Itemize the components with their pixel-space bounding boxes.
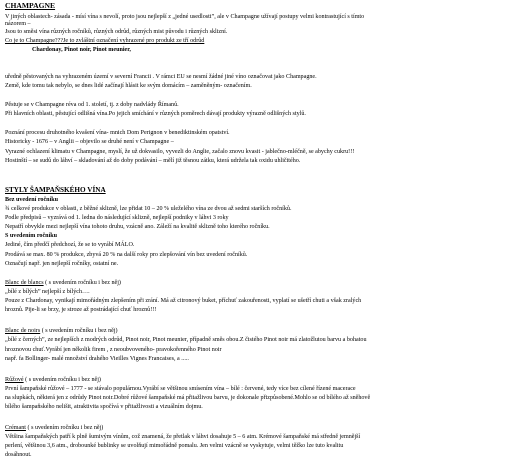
- ruzove-suffix: ( s uvedením ročníku i bez něj): [25, 377, 101, 383]
- styles-heading: STYLY ŠAMPAŇSKÉHO VÍNA: [5, 186, 106, 194]
- section-heading-ruzove: [5, 376, 101, 384]
- blanc-de-noirs-line-2: hroznovou chuť.Vyrábí jen několik firem , z neoubvoveného- pravokořenného Pinot noir: [5, 347, 222, 353]
- intro-line-4: Co je to Champagne???Je to zvláštní označení vyhrazené pro produkt ze tří odrůd: [5, 38, 205, 44]
- section-heading-bez: Bez uvedení ročníku: [5, 197, 59, 203]
- ruzove-line-1: První šampaňské růžové – 1777 - se stávalo populárnou.Vyrábí se většinou smísením vína – bílé : červené, tedy více bez cílené řízené macerace: [5, 386, 356, 392]
- para2-line-1: Pěstuje se v Champagne réva od 1. století, tj. z doby nadvlády Římanů.: [5, 102, 179, 108]
- intro-line-1: V jiných oblastech- zásada - mísí vína s nevolí, proto jsou nejlepší z „jedné usedlosti”, ale v Champagne užívají postupy velmi kontrastující s tímto: [5, 14, 365, 20]
- blanc-de-noirs-line-3: např. fa Bollinger- malé množství drahého Vieilles Vignes Francaises, a .....: [5, 356, 189, 362]
- bez-line-1: ¾ celkové produkce v oblasti, z běžné sklizně, lze přidat 10 – 20 % uleželého vína ze dvou až sedmi starších ročníků.: [5, 206, 292, 212]
- blanc-de-blancs-line-1: „bílé z bílých” nejlepší z bílých….: [5, 289, 90, 295]
- para2-line-2: Při hlavních oblasti, pěstující odlišná vína.Po jejich smíchání v různých poměrech dávají produkty výrazně odlišných stylů.: [5, 111, 306, 117]
- blanc-de-noirs-suffix: ( s uvedením ročníku i bez něj): [41, 328, 118, 334]
- grape-varieties: Chardonay, Pinot noir, Pinot meunier,: [32, 47, 131, 53]
- blanc-de-noirs-title: Blanc de noirs: [5, 328, 41, 334]
- blanc-de-noirs-line-1: „bílé z černých”, ze nejlepších z modrých odrůd, Pinot noir, Pinot meunier, případně směs obou.Z čistého Pinot noir má zlatožlutou barvu a bohatou: [5, 337, 367, 343]
- para1-line-2: Země, kde tomu tak nebylo, se dnes lidé začínají hlásit ke svým domácím – zaměněným- označením.: [5, 83, 252, 89]
- blanc-de-blancs-line-2: Pouze z Chardonay, vynikají mimořádným zlepšením při zrání. Má až citronový buket, příchuť zakouřenosti, vyplatí se ušetří chuti a však zralých: [5, 298, 362, 304]
- ruzove-line-2: na slupkách, některá jen z odrůdy Pinot noir.Dobré růžové šampaňské má přitažlivou barvu, je dokonale přizpůsobené.Mohlo se od bílého až sněhově: [5, 395, 371, 401]
- para3-line-2: Historicky - 1676 – v Anglii – objevilo se druhé není v Champagne –: [5, 139, 174, 145]
- blanc-de-blancs-title: Blanc de blancs: [5, 280, 44, 286]
- ruzove-title: Růžové: [5, 377, 24, 383]
- para3-line-1: Poznání procesu druhotného kvašení vína- mnich Dom Perignon v benediktinském opatství.: [5, 130, 230, 136]
- cremant-suffix: ( s uvedením ročníku i bez něj): [27, 425, 104, 431]
- intro-line-3: Jsou to směsi vína různých ročníků, různých odrůd, různých mist původu i různých sklizní.: [5, 29, 228, 35]
- s-rocnikem-line-1: Jediné, čím předčí předchozí, že se to vyrábí MÁLO.: [5, 242, 135, 248]
- section-heading-blanc-de-noirs: [5, 327, 118, 335]
- cremant-line-1: Většina šampaňských patří k plně šumivým vínům, což znamená, že přetlak v láhvi dosahuje 5 – 6 atm. Krémové šampaňské má středně jemnější: [5, 434, 361, 440]
- para3-line-3: Vyrazné ochlazení klimatu v Champagne, myslí, že už dokvasilo, vyvezli do Anglie, začalo znovu kvasit - jablečno-mléčně, se abychy cukru!!!: [5, 149, 355, 155]
- section-heading-blanc-de-blancs: [5, 279, 121, 287]
- cremant-line-2: perlení, většinou 3,6 atm., drobounké bublinky se uvolňují mimořádně pomalu. Jen velmi vzácně se vyskytuje, velmi těžko lze tuto kvalitu: [5, 443, 344, 449]
- blanc-de-blancs-line-3: hroznů. Pije-li se brzy, je stroze až postrádající chuť hroznů!!!: [5, 307, 157, 313]
- intro-line-2: názorem –: [5, 21, 31, 27]
- bez-line-3: Nepatří obvykle mezi nejlepší vína tohoto druhu, vzácně ano. Záleží na kvalitě sklizně toho kterého ročníku.: [5, 224, 270, 230]
- cremant-line-3: dosáhnout.: [5, 452, 32, 458]
- cremant-title: Crémant: [5, 425, 26, 431]
- document-title: CHAMPAGNE: [5, 1, 56, 10]
- section-heading-cremant: [5, 424, 103, 432]
- ruzove-line-3: bílého šampaňského nelišit, atraktivita spočívá v přitažlivosti a vizuálním dojmu.: [5, 404, 203, 410]
- section-heading-s-rocnikem: S uvedením ročníku: [5, 233, 58, 239]
- bez-line-2: Podle předpisů – vyzrává od 1. ledna do následující sklizně, nejlepší podniky v láhvi 3 roky: [5, 215, 229, 221]
- blanc-de-blancs-suffix: ( s uvedením ročníku i bez něj): [45, 280, 121, 286]
- para1-line-1: uředně pěstovaných na vyhrazeném území v severní Francii . V rámci EU se nesmí žádné jiné víno označovat jako Champagne.: [5, 74, 317, 80]
- para3-line-4: Hostinští – se sudů do láhví – skladování až do doby podávání – mělí již těsnou zátku, která udržela tak oxidu uhličitého.: [5, 158, 301, 164]
- s-rocnikem-line-2: Prodává se max. 80 % produkce, zbyvá 20 % na další roky pro zlepšování vín bez uvedení ročníků.: [5, 252, 248, 258]
- s-rocnikem-line-3: Označují např. jen nejlepší ročníky, ostatní ne.: [5, 261, 119, 267]
